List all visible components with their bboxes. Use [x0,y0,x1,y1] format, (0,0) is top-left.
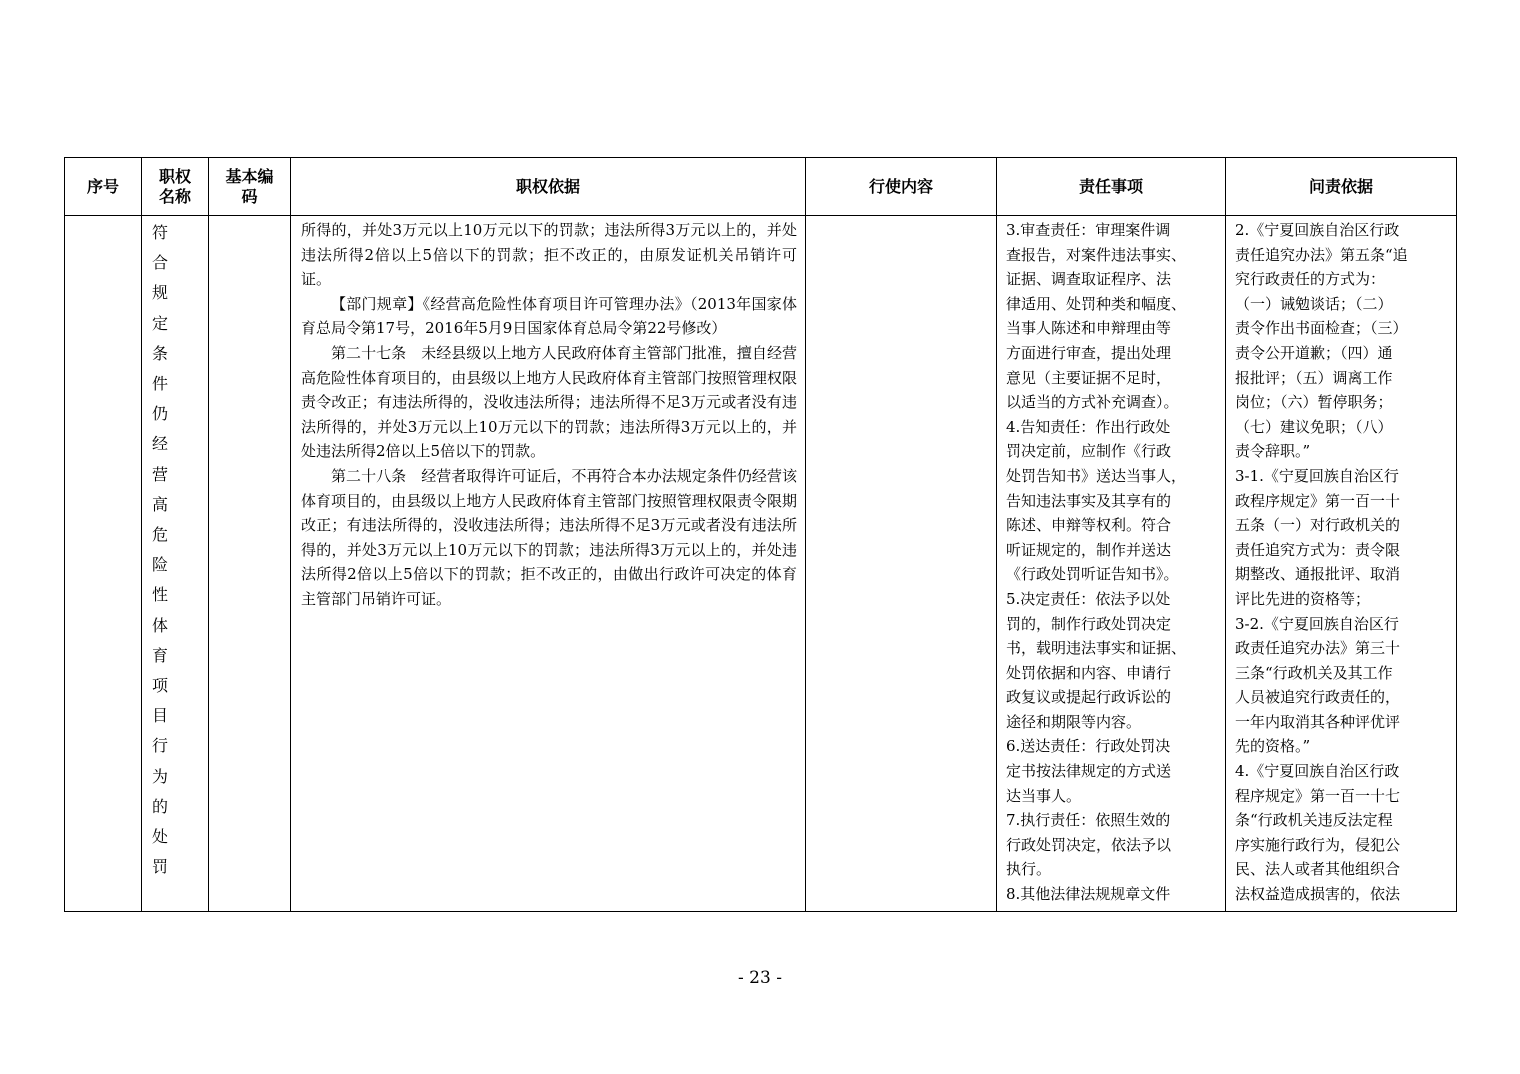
table-row [65,216,1457,912]
accountability-line: 人员被追究行政责任的， [1235,688,1401,707]
code-text [209,216,290,911]
accountability-line: 2.《宁夏回族自治区行政 [1235,221,1400,239]
header-basis: 职权依据 [291,158,806,216]
responsibility-line: 处罚告知书》送达当事人， [1006,466,1187,485]
accountability-line: 政责任追究办法》第三十 [1235,639,1401,658]
responsibility-line: 5.决定责任：依法予以处 [1006,589,1171,608]
responsibility-line: 3.审查责任：审理案件调 [1006,221,1171,239]
accountability-line: 3-1.《宁夏回族自治区行 [1235,466,1399,485]
responsibility-text [997,216,1225,911]
responsibility-line: 行政处罚决定，依法予以 [1006,835,1172,854]
responsibility-line: 陈述、申辩等权利。符合 [1006,516,1172,535]
accountability-line: 责令公开道歉；（四）通 [1235,343,1393,362]
accountability-line: 序实施行政行为，侵犯公 [1235,835,1401,854]
accountability-line: 报批评；（五）调离工作 [1235,368,1393,387]
accountability-line: 究行政责任的方式为： [1235,270,1386,289]
seq-text [65,216,141,911]
accountability-line: （一）诫勉谈话；（二） [1235,294,1393,313]
responsibility-line: 书，载明违法事实和证据、 [1006,639,1187,658]
responsibility-line: 《行政处罚听证告知书》。 [1006,565,1179,584]
responsibility-line: 听证规定的，制作并送达 [1006,540,1172,559]
accountability-line: 4.《宁夏回族自治区行政 [1235,762,1400,781]
header-responsibility: 责任事项 [997,158,1226,216]
accountability-text [1226,216,1456,911]
accountability-line: 五条（一）对行政机关的 [1235,516,1401,535]
accountability-line: 程序规定》第一百一十七 [1235,786,1401,805]
basis-paragraph: 【部门规章】《经营高危险性体育项目许可管理办法》（2013年国家体育总局令第17号，2016年5月9日国家体育总局令第22号修改） [301,294,797,338]
responsibility-line: 政复议或提起行政诉讼的 [1006,688,1172,707]
responsibility-line: 罚决定前，应制作《行政 [1006,442,1172,461]
accountability-line: 民、法人或者其他组织合 [1235,860,1401,879]
accountability-line: 先的资格。” [1235,737,1311,756]
accountability-line: 3-2.《宁夏回族自治区行 [1235,614,1399,633]
accountability-line: 条“行政机关违反法定程 [1235,811,1393,830]
content-text [806,216,996,911]
responsibility-line: 途径和期限等内容。 [1006,712,1142,731]
table-header-row [65,158,1457,216]
responsibility-line: 8.其他法律法规规章文件 [1006,885,1171,904]
accountability-line: 责任追究办法》第五条“追 [1235,245,1408,264]
responsibility-line: 证据、调查取证程序、法 [1006,270,1172,289]
basis-paragraph: 第二十八条 经营者取得许可证后，不再符合本办法规定条件仍经营该体育项目的，由县级以上地方人民政府体育主管部门按照管理权限责令限期改正；有违法所得的，没收违法所得；违法所得不足3万元或者没有违法所得的，并处3万元以上10万元以下的罚款；违法所得3万元以上的，并处违法所得2倍以上5倍以下的罚款；拒不改正的，由做出行政许可决定的体育主管部门吊销许可证。 [301,466,797,608]
accountability-line: 政程序规定》第一百一十 [1235,491,1401,510]
accountability-line: （七）建议免职；（八） [1235,417,1393,436]
page-number: - 23 - [738,968,782,988]
responsibility-line: 以适当的方式补充调查）。 [1006,393,1179,412]
responsibility-line: 告知违法事实及其享有的 [1006,491,1172,510]
header-name: 职权名称 [142,158,209,216]
authority-table [64,157,1457,912]
responsibility-cell [997,216,1226,912]
basis-text [291,216,805,911]
accountability-line: 责任追究方式为：责令限 [1235,540,1401,559]
accountability-line: 岗位；（六）暂停职务； [1235,393,1393,412]
header-seq: 序号 [65,158,142,216]
accountability-line: 三条“行政机关及其工作 [1235,663,1393,682]
header-content: 行使内容 [806,158,997,216]
responsibility-line: 律适用、处罚种类和幅度、 [1006,294,1187,313]
accountability-line: 责令作出书面检查；（三） [1235,319,1408,338]
header-code: 基本编码 [209,158,291,216]
accountability-line: 一年内取消其各种评优评 [1235,712,1401,731]
seq-cell [65,216,142,912]
code-cell [209,216,291,912]
responsibility-line: 7.执行责任：依照生效的 [1006,811,1171,830]
responsibility-line: 达当事人。 [1006,786,1082,805]
accountability-line: 法权益造成损害的，依法 [1235,885,1401,904]
authority-name: 符合规定条件仍经营高危险性体育项目行为的处罚 [152,223,181,877]
accountability-cell [1226,216,1457,912]
responsibility-line: 罚的，制作行政处罚决定 [1006,614,1172,633]
basis-paragraph: 第二十七条 未经县级以上地方人民政府体育主管部门批准，擅自经营高危险性体育项目的，由县级以上地方人民政府体育主管部门按照管理权限责令改正；有违法所得的，没收违法所得；违法所得不足3万元或者没有违法所得的，并处3万元以上10万元以下的罚款；违法所得3万元以上的，并处违法所得2倍以上5倍以下的罚款。 [301,343,797,461]
responsibility-line: 6.送达责任：行政处罚决 [1006,737,1171,756]
accountability-line: 评比先进的资格等； [1235,589,1371,608]
responsibility-line: 执行。 [1006,860,1052,879]
content-cell [806,216,997,912]
responsibility-line: 处罚依据和内容、申请行 [1006,663,1172,682]
responsibility-line: 当事人陈述和申辩理由等 [1006,319,1172,338]
accountability-line: 责令辞职。” [1235,442,1311,461]
responsibility-line: 4.告知责任：作出行政处 [1006,417,1171,436]
responsibility-line: 查报告，对案件违法事实、 [1006,245,1187,264]
name-cell [142,216,209,912]
responsibility-line: 方面进行审查，提出处理 [1006,343,1172,362]
basis-cell [291,216,806,912]
accountability-line: 期整改、通报批评、取消 [1235,565,1401,584]
responsibility-line: 定书按法律规定的方式送 [1006,762,1172,781]
responsibility-line: 意见（主要证据不足时， [1006,368,1172,387]
header-accountability: 问责依据 [1226,158,1457,216]
basis-paragraph: 所得的，并处3万元以上10万元以下的罚款；违法所得3万元以上的，并处违法所得2倍以上5倍以下的罚款；拒不改正的，由原发证机关吊销许可证。 [301,221,797,289]
